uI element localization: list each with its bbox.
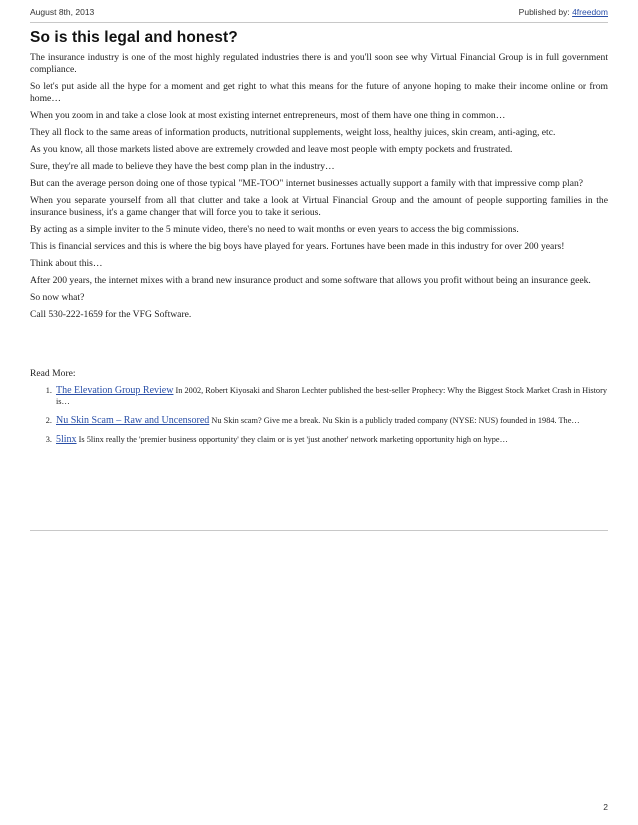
published-by (519, 7, 608, 17)
paragraph: Sure, they're all made to believe they have the best comp plan in the industry… (30, 161, 335, 172)
paragraph: The insurance industry is one of the most highly regulated industries there is and you'll soon see why Virtual Financial Group is in full government compliance. (30, 52, 608, 75)
related-post-item (54, 434, 608, 445)
paragraph: So now what? (30, 292, 85, 303)
paragraph: Call 530-222-1659 for the VFG Software. (30, 309, 192, 320)
read-more-label: Read More: (30, 368, 76, 379)
paragraph: They all flock to the same areas of information products, nutritional supplements, weight loss, healthy juices, skin cream, anti-aging, etc. (30, 127, 556, 138)
related-post-item (54, 385, 608, 407)
paragraph: But can the average person doing one of those typical "ME-TOO" internet businesses actually support a family with that impressive comp plan? (30, 178, 584, 189)
header-divider (30, 22, 608, 23)
author-link[interactable]: 4freedom (572, 7, 608, 17)
related-post-excerpt: Nu Skin scam? Give me a break. Nu Skin is a publicly traded company (NYSE: NUS) founded in 1984. The… (209, 416, 580, 425)
related-post-excerpt: In 2002, Robert Kiyosaki and Sharon Lechter published the best-seller Prophecy: Why the Biggest Stock Market Crash in History is… (56, 386, 607, 406)
page-header (30, 7, 608, 21)
related-post-item (54, 415, 608, 426)
paragraph: When you separate yourself from all that clutter and take a look at Virtual Financial Group and the amount of people supporting families in the insurance business, it's a game changer that will force you to take it serious. (30, 195, 608, 218)
related-posts-list (30, 385, 608, 445)
paragraph: As you know, all those markets listed above are extremely crowded and leave most people with empty pockets and frustrated. (30, 144, 513, 155)
related-post-link[interactable]: 5linx (56, 434, 77, 445)
paragraph: When you zoom in and take a close look at most existing internet entrepreneurs, most of them have one thing in common… (30, 110, 506, 121)
paragraph: So let's put aside all the hype for a moment and get right to what this means for the future of anyone hoping to make their income online or from home… (30, 81, 608, 104)
paragraph: After 200 years, the internet mixes with a brand new insurance product and some software that allows you profit without being an insurance geek. (30, 275, 591, 286)
published-by-label: Published by: (518, 7, 573, 17)
related-post-link[interactable]: Nu Skin Scam – Raw and Uncensored (56, 415, 210, 426)
page-number: 2 (603, 802, 608, 812)
related-post-link[interactable]: The Elevation Group Review (56, 385, 174, 396)
post-date: August 8th, 2013 (30, 7, 95, 17)
paragraph: Think about this… (30, 258, 103, 269)
related-post-excerpt: Is 5linx really the 'premier business opportunity' they claim or is yet 'just another' network marketing opportunity high on hype… (76, 435, 508, 444)
paragraph: By acting as a simple inviter to the 5 minute video, there's no need to wait months or even years to access the big commissions. (30, 224, 519, 235)
footer-divider (30, 530, 608, 531)
article-title: So is this legal and honest? (30, 29, 238, 46)
paragraph: This is financial services and this is where the big boys have played for years. Fortunes have been made in this industry for over 200 years! (30, 241, 565, 252)
article-body (30, 29, 608, 453)
